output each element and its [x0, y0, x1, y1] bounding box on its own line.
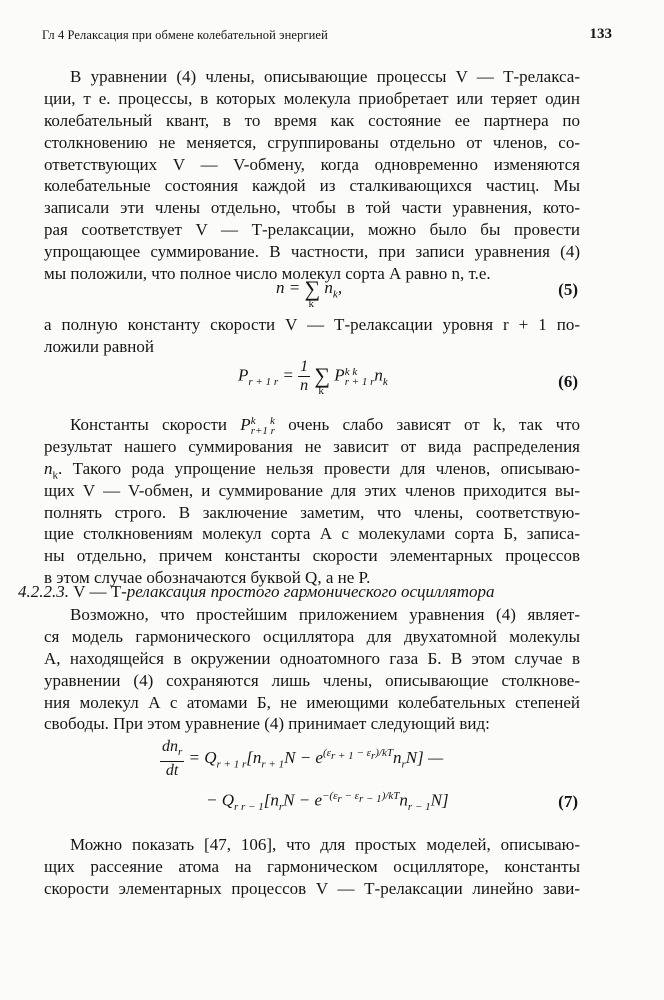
text-line: результат нашего суммирования не зависит от вида распределения	[44, 436, 580, 456]
inline-math-n: n	[44, 458, 53, 478]
paragraph-3	[44, 414, 580, 589]
text-line: уравнении (4) сохраняются лишь члены, описывающие столкнове-	[44, 670, 580, 690]
section-heading	[18, 582, 495, 602]
text-line: Возможно, что простейшим приложением уравнения (4) являет-	[70, 605, 580, 624]
equation-number-7: (7)	[558, 792, 578, 811]
text-line	[44, 458, 580, 480]
equation-5	[276, 276, 343, 310]
inline-math-sub: r+1 r	[250, 425, 275, 436]
inline-math-n-sub: k	[52, 469, 58, 480]
eq6-n-sub: k	[382, 375, 388, 388]
exp-part: − ε	[341, 790, 359, 802]
sum-limit: k	[318, 385, 324, 398]
text-line: ны отдельно, причем константы скорости элементарных процессов	[44, 546, 580, 566]
eq5-rhs-sub: k	[332, 288, 338, 301]
eq6-P2-sub: r + 1 r	[344, 375, 375, 388]
frac-denominator: dt	[165, 762, 179, 780]
section-number: 4.2.2.3.	[18, 582, 69, 601]
exp-part: r − 1	[358, 793, 382, 806]
text-line: колебательный квант, в то время как состояние ее партнера по	[44, 110, 580, 130]
text-line: колебательные состояния каждой из сталкивающихся частиц. Мы	[44, 176, 580, 196]
text-line: В уравнении (4) члены, описывающие процессы V — Т-релакса-	[70, 67, 580, 86]
eq7-l1-d-sub: r	[401, 758, 406, 771]
summation-symbol	[314, 363, 331, 398]
eq7-l2-d-sub: r − 1	[407, 801, 431, 814]
sum-sign: ∑	[314, 363, 331, 389]
frac-num-text: dn	[162, 738, 178, 755]
eq7-l2-e: N]	[430, 790, 449, 810]
frac-numerator	[160, 738, 184, 762]
text-line: ответствующих V — V-обмену, когда одновременно изменяются	[44, 154, 580, 174]
text-line: полнять строго. В заключение заметим, что члены, соответствую-	[44, 502, 580, 522]
paragraph-4	[44, 604, 580, 735]
sum-limit: k	[308, 298, 314, 310]
text-line: свободы. При этом уравнение (4) принимает следующий вид:	[44, 714, 490, 734]
running-title: Гл 4 Релаксация при обмене колебательной энергией	[42, 28, 328, 42]
inline-text: очень слабо зависят от k, так что	[274, 415, 580, 434]
eq7-l1-d: n	[392, 748, 402, 767]
inline-text: Константы скорости	[70, 415, 227, 434]
eq7-fraction	[160, 738, 184, 780]
sum-sign: ∑	[304, 276, 321, 301]
text-line: упрощающее суммирование. В частности, при записи уравнения (4)	[44, 242, 580, 262]
inline-math-P: P	[240, 415, 251, 434]
eq7-l2-d: n	[399, 790, 408, 810]
eq6-fraction	[298, 358, 310, 395]
frac-numerator: 1	[300, 358, 309, 375]
exp-part: )/kT	[381, 790, 400, 802]
text-line: ции, т е. процессы, в которых молекула приобретает или теряет один	[44, 88, 580, 108]
text-line: а полную константу скорости V — Т-релаксации уровня r + 1 по-	[44, 315, 580, 334]
paragraph-1	[44, 66, 580, 285]
eq6-P: P	[238, 365, 249, 385]
eq7-l1-e: N] —	[405, 748, 444, 767]
eq7-l2-c: N − e	[283, 790, 322, 810]
eq7-l2-b-sub: r	[278, 801, 284, 814]
page-number: 133	[589, 26, 612, 42]
inline-text: . Такого рода упрощение нельзя провести для членов, описываю-	[58, 458, 580, 478]
text-line: щих V — V-обмен, и суммирование для этих членов приходится вы-	[44, 480, 580, 500]
text-line: скорости элементарных процессов V — Т-релаксации линейно зави-	[44, 878, 580, 898]
paragraph-5	[44, 834, 580, 900]
equation-number-6: (6)	[558, 372, 578, 391]
eq6-P2: P	[334, 365, 345, 385]
equation-7-line-1	[160, 738, 443, 780]
text-line: мы положили, что полное число молекул сорта А равно n, т.е.	[44, 264, 491, 284]
eq7-l2-a: − Q	[206, 790, 234, 810]
exp-part: r + 1	[330, 750, 354, 763]
eq7-l1-a-sub: r + 1 r	[216, 758, 247, 771]
text-line: щих рассеяние атома на гармоническом осцилляторе, константы	[44, 856, 580, 876]
text-line: рая соответствует V — Т-релаксации, можно было бы провести	[44, 220, 580, 240]
eq6-P2-indices	[345, 367, 375, 387]
exp-part: (ε	[322, 747, 331, 760]
eq7-l2-a-sub: r r − 1	[234, 801, 264, 814]
text-line: ся модель гармонического осциллятора для двухатомной молекулы	[44, 626, 580, 646]
eq7-l1-exp	[322, 747, 393, 763]
text-line: записали эти члены отдельно, чтобы в той части уравнения, кото-	[44, 198, 580, 218]
eq7-l1-a: = Q	[188, 748, 217, 767]
text-line	[44, 414, 580, 436]
equation-6	[238, 358, 388, 398]
eq6-eq: =	[282, 365, 294, 385]
inline-math-indices	[251, 416, 275, 436]
exp-part: − ε	[353, 747, 371, 760]
paragraph-2	[44, 314, 580, 358]
exp-part: r	[370, 750, 376, 763]
text-line: Можно показать [47, 106], что для простых моделей, описываю-	[70, 835, 580, 854]
eq7-l1-c: N − e	[284, 748, 323, 767]
exp-part: r	[337, 793, 342, 806]
exp-part: )/kT	[375, 747, 393, 760]
text-line: в этом случае обозначаются буквой Q, а не P.	[44, 568, 371, 588]
eq6-P2-sup: k k	[344, 365, 358, 378]
summation-symbol	[304, 276, 321, 310]
text-line: столкновению не меняется, сгруппированы отдельно от членов, со-	[44, 132, 580, 152]
eq5-tail: ,	[337, 278, 343, 297]
text-line: щие столкновениям молекул сорта А с молекулами сорта Б, записа-	[44, 524, 580, 544]
text-line: А, находящейся в окружении одноатомного газа Б. В этом случае в	[44, 648, 580, 668]
eq7-l1-b-sub: r + 1	[261, 758, 285, 771]
page-header	[42, 24, 612, 46]
eq6-P-sub: r + 1 r	[248, 375, 279, 388]
text-line: ния молекул А с атомами Б, не имеющими колебательных степеней	[44, 692, 580, 712]
section-v-t: V — Т-	[73, 582, 127, 601]
equation-7-line-2	[206, 790, 449, 813]
eq7-l2-b: [n	[263, 790, 279, 810]
equation-number-5: (5)	[558, 280, 578, 299]
frac-denominator: n	[300, 377, 309, 394]
frac-num-sub: r	[178, 746, 183, 759]
inline-math-sup: k k	[250, 415, 275, 428]
eq5-rhs: n	[324, 278, 333, 297]
exp-part: −(ε	[322, 790, 338, 802]
eq5-lhs: n =	[276, 278, 301, 297]
eq7-l2-exp	[322, 790, 400, 806]
section-title: релаксация простого гармонического осциллятора	[126, 582, 495, 601]
eq7-l1-b: [n	[246, 748, 262, 767]
eq6-n: n	[374, 365, 383, 385]
text-line: ложили равной	[44, 336, 155, 356]
